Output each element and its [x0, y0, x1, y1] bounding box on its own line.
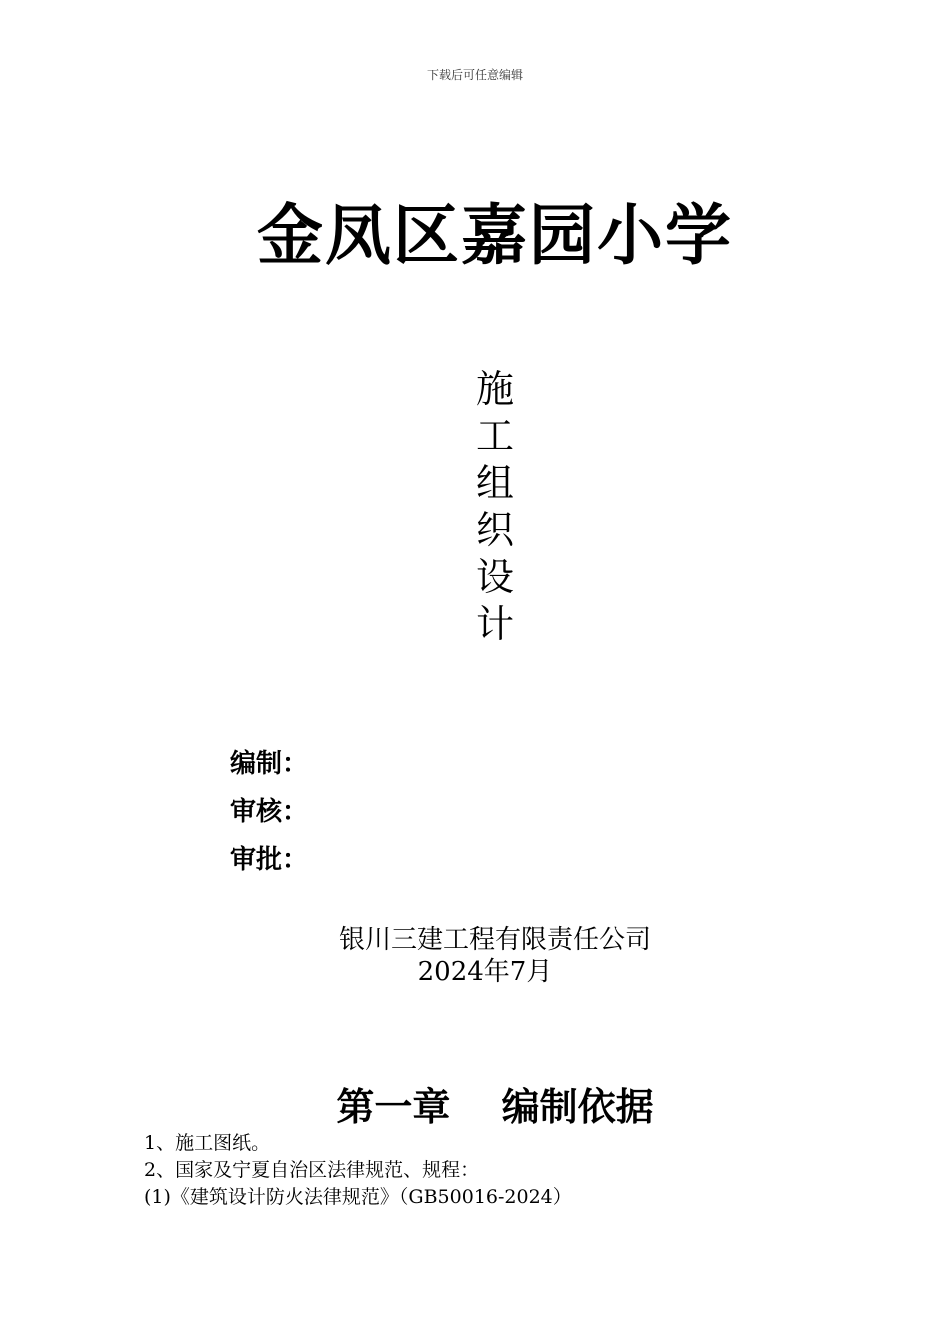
- subtitle-char: 组: [475, 461, 514, 505]
- subtitle-char: 设: [475, 555, 514, 599]
- chapter-body: [144, 1130, 572, 1211]
- subtitle-char: 施: [475, 367, 514, 411]
- subtitle-char: 工: [475, 414, 514, 458]
- approved-by-label: 审批：: [230, 845, 309, 875]
- body-line: 2、国家及宁夏自治区法律规范、规程：: [144, 1159, 480, 1181]
- chapter-heading: 第一章 编制依据: [336, 1085, 654, 1129]
- document-date: 2024年7月: [417, 957, 553, 987]
- compiled-by-label: 编制：: [230, 749, 309, 779]
- company-name: 银川三建工程有限责任公司: [338, 925, 651, 955]
- body-line: 1、施工图纸。: [144, 1132, 271, 1154]
- page-header-note: 下载后可任意编辑: [426, 68, 523, 82]
- signature-block: [230, 740, 308, 884]
- reviewed-by-label: 审核：: [230, 797, 309, 827]
- subtitle-char: 织: [475, 508, 514, 552]
- body-line: (1)《建筑设计防火法律规范》（GB50016-2024）: [144, 1186, 572, 1208]
- document-title: 金凤区嘉园小学: [257, 197, 733, 274]
- subtitle-char: 计: [475, 602, 514, 646]
- document-subtitle-vertical: [470, 366, 520, 648]
